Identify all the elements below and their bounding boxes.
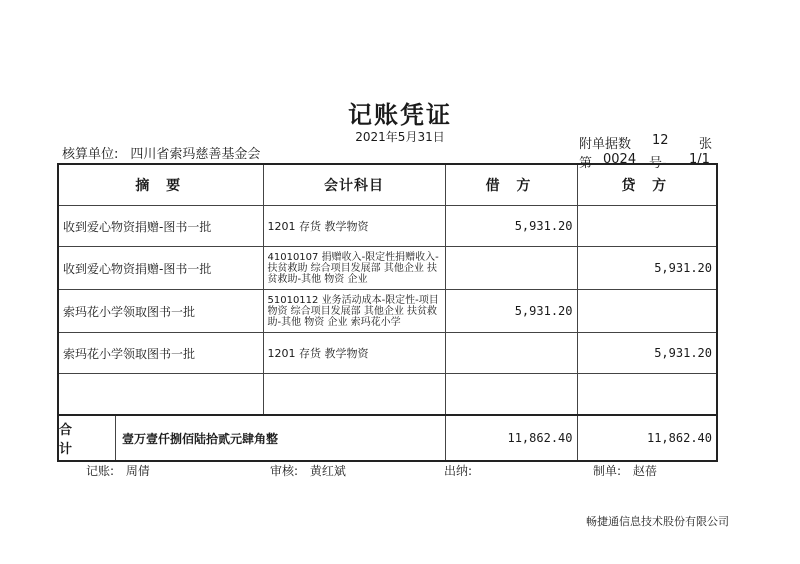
row-account: 1201 存货 教学物资 [263,333,445,374]
row-account: 41010107 捐赠收入-限定性捐赠收入-扶贫救助 综合项目发展部 其他企业 扶贫救助-其他 物资 企业 [263,247,445,290]
attachment-count-unit: 张 [699,137,713,152]
total-label: 合 计 [59,416,116,460]
total-amount-in-words: 壹万壹仟捌佰陆拾贰元肆角整 [122,431,279,446]
voucher-date: 2021年5月31日 [355,130,445,144]
voucher-table [57,163,718,462]
software-company: 畅捷通信息技术股份有限公司 [586,515,729,528]
voucher-title: 记账凭证 [348,100,452,129]
row-credit [577,206,717,247]
row-account [263,374,445,416]
row-account: 51010112 业务活动成本-限定性-项目物资 综合项目发展部 其他企业 扶贫救助-其他 物资 企业 索玛花小学 [263,290,445,333]
attachment-count-label: 附单据数 [579,137,632,152]
voucher-number-value: 0024 [603,152,637,167]
table-row [58,206,717,247]
header-summary: 摘 要 [58,164,263,206]
cashier-label: 出纳: [444,464,473,478]
row-summary: 收到爱心物资捐赠-图书一批 [58,247,263,290]
bookkeeper-name: 周倩 [125,464,150,478]
voucher-number-prefix: 第 [579,156,593,171]
table-row [58,333,717,374]
row-summary: 收到爱心物资捐赠-图书一批 [58,206,263,247]
maker-name: 赵蓓 [632,464,657,478]
row-credit: 5,931.20 [577,333,717,374]
reviewer [270,462,346,479]
table-header-row [58,164,717,206]
table-row [58,247,717,290]
row-debit: 5,931.20 [445,290,577,333]
cashier [444,462,480,479]
header-account: 会计科目 [263,164,445,206]
voucher-number-suffix: 号- [649,156,667,171]
header-credit: 贷 方 [577,164,717,206]
accounting-unit-name: 四川省索玛慈善基金会 [130,147,261,162]
row-debit [445,247,577,290]
row-debit [445,333,577,374]
row-credit [577,374,717,416]
total-credit: 11,862.40 [577,415,717,461]
reviewer-label: 审核: [270,464,299,478]
header-debit: 借 方 [445,164,577,206]
row-debit [445,374,577,416]
table-row [58,374,717,416]
voucher-page: 1/1 [689,152,710,167]
row-credit: 5,931.20 [577,247,717,290]
maker [593,462,657,479]
row-debit: 5,931.20 [445,206,577,247]
attachment-count [579,133,714,152]
total-row [58,415,717,461]
row-summary: 索玛花小学领取图书一批 [58,333,263,374]
total-debit: 11,862.40 [445,415,577,461]
total-cell [58,415,445,461]
table-row [58,290,717,333]
row-account: 1201 存货 教学物资 [263,206,445,247]
row-credit [577,290,717,333]
row-summary [58,374,263,416]
bookkeeper [86,462,150,479]
accounting-unit [62,143,260,162]
maker-label: 制单: [593,464,622,478]
attachment-count-value: 12 [652,133,669,148]
bookkeeper-label: 记账: [86,464,115,478]
row-summary: 索玛花小学领取图书一批 [58,290,263,333]
accounting-unit-label: 核算单位: [62,147,119,162]
reviewer-name: 黄红斌 [309,464,346,478]
